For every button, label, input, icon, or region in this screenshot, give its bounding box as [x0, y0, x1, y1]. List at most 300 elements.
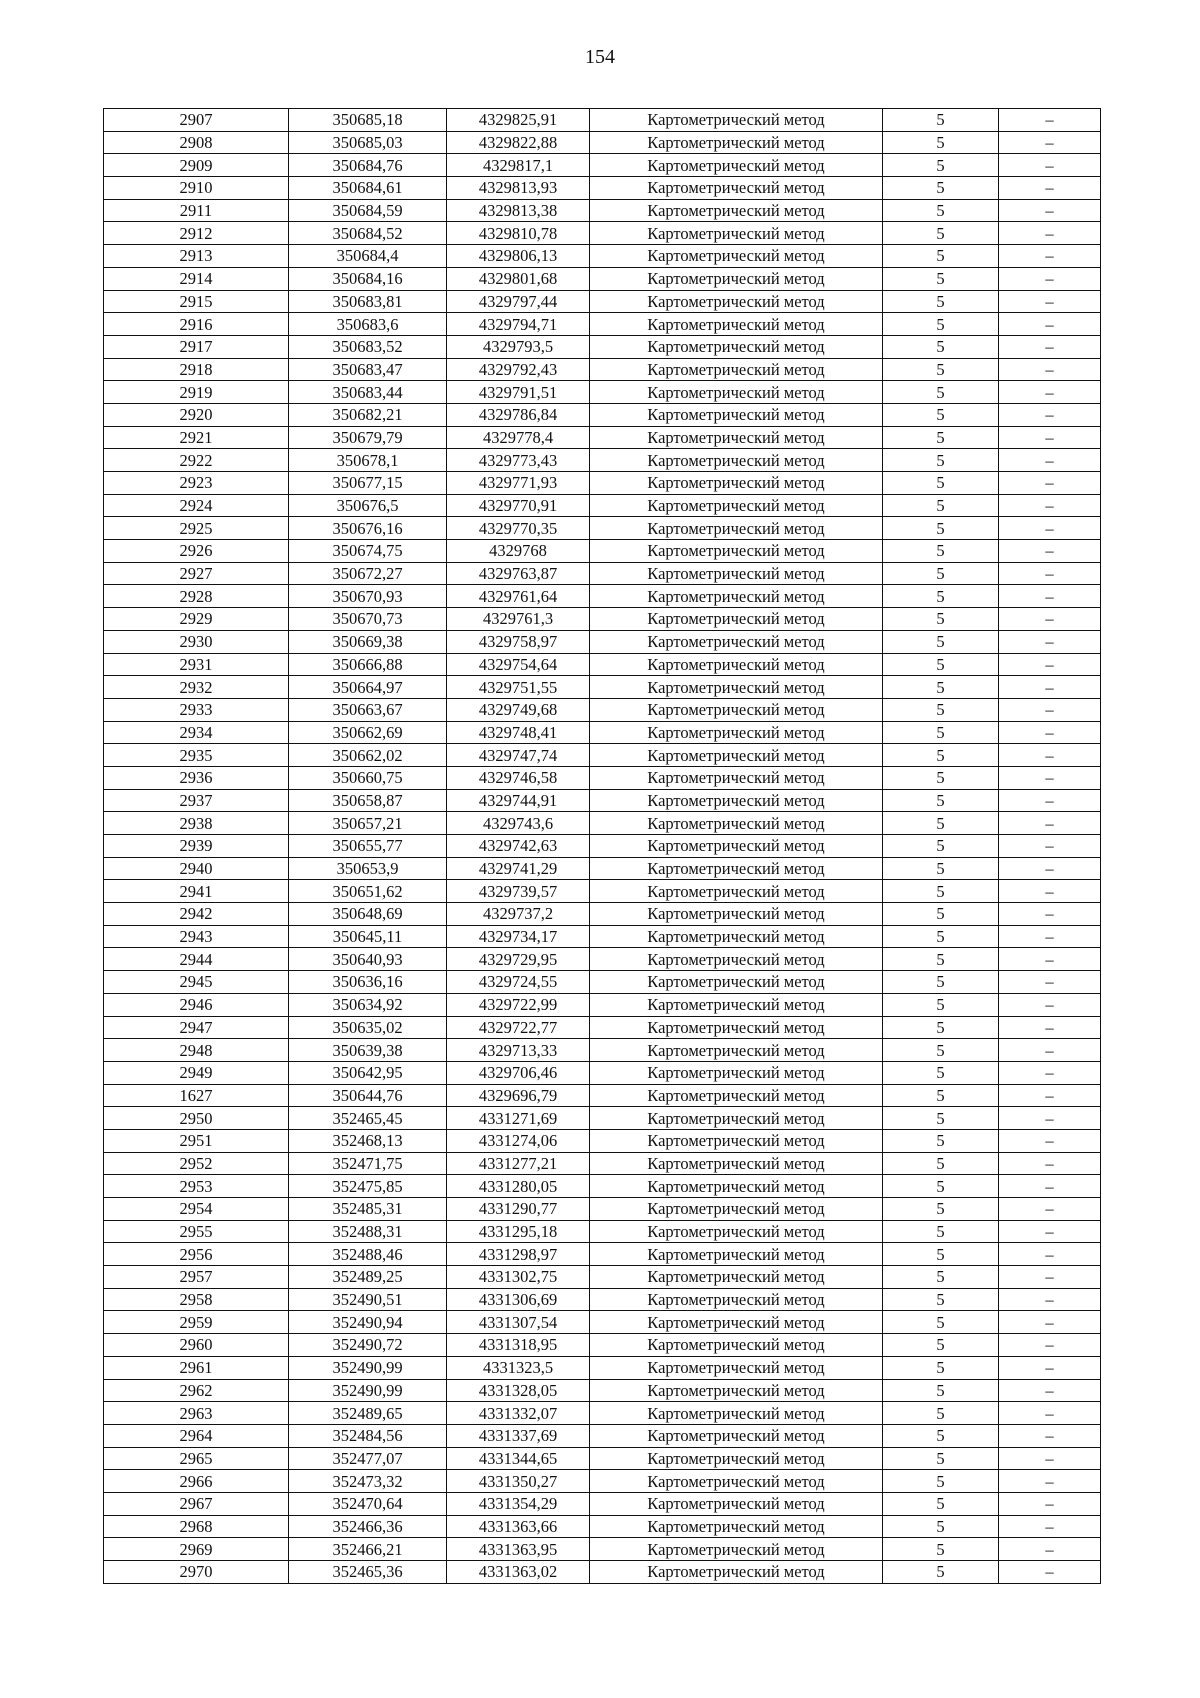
- x-coordinate-cell: 350662,02: [289, 744, 447, 767]
- note-cell: –: [999, 449, 1101, 472]
- point-number-cell: 2911: [104, 199, 289, 222]
- note-cell: –: [999, 267, 1101, 290]
- y-coordinate-cell: 4329801,68: [447, 267, 590, 290]
- note-cell: –: [999, 585, 1101, 608]
- x-coordinate-cell: 350664,97: [289, 676, 447, 699]
- x-coordinate-cell: 350670,93: [289, 585, 447, 608]
- method-cell: Картометрический метод: [590, 1084, 883, 1107]
- table-row: [104, 857, 1101, 880]
- y-coordinate-cell: 4329729,95: [447, 948, 590, 971]
- table-row: [104, 698, 1101, 721]
- table-row: [104, 267, 1101, 290]
- x-coordinate-cell: 350644,76: [289, 1084, 447, 1107]
- point-number-cell: 2949: [104, 1061, 289, 1084]
- accuracy-cell: 5: [883, 812, 999, 835]
- coordinates-table-body: [104, 109, 1101, 1584]
- method-cell: Картометрический метод: [590, 1129, 883, 1152]
- table-row: [104, 1266, 1101, 1289]
- accuracy-cell: 5: [883, 1152, 999, 1175]
- accuracy-cell: 5: [883, 1424, 999, 1447]
- table-row: [104, 1379, 1101, 1402]
- point-number-cell: 2954: [104, 1198, 289, 1221]
- accuracy-cell: 5: [883, 109, 999, 132]
- note-cell: –: [999, 789, 1101, 812]
- method-cell: Картометрический метод: [590, 1470, 883, 1493]
- table-row: [104, 245, 1101, 268]
- note-cell: –: [999, 1288, 1101, 1311]
- x-coordinate-cell: 352475,85: [289, 1175, 447, 1198]
- method-cell: Картометрический метод: [590, 993, 883, 1016]
- table-row: [104, 199, 1101, 222]
- y-coordinate-cell: 4329713,33: [447, 1039, 590, 1062]
- accuracy-cell: 5: [883, 562, 999, 585]
- method-cell: Картометрический метод: [590, 449, 883, 472]
- table-row: [104, 1424, 1101, 1447]
- accuracy-cell: 5: [883, 925, 999, 948]
- point-number-cell: 2917: [104, 335, 289, 358]
- y-coordinate-cell: 4329746,58: [447, 766, 590, 789]
- x-coordinate-cell: 352488,31: [289, 1220, 447, 1243]
- note-cell: –: [999, 971, 1101, 994]
- point-number-cell: 2918: [104, 358, 289, 381]
- y-coordinate-cell: 4329734,17: [447, 925, 590, 948]
- method-cell: Картометрический метод: [590, 494, 883, 517]
- point-number-cell: 2938: [104, 812, 289, 835]
- point-number-cell: 2929: [104, 608, 289, 631]
- table-row: [104, 358, 1101, 381]
- table-row: [104, 1515, 1101, 1538]
- accuracy-cell: 5: [883, 472, 999, 495]
- x-coordinate-cell: 352468,13: [289, 1129, 447, 1152]
- x-coordinate-cell: 350684,52: [289, 222, 447, 245]
- table-row: [104, 1129, 1101, 1152]
- method-cell: Картометрический метод: [590, 1356, 883, 1379]
- y-coordinate-cell: 4329797,44: [447, 290, 590, 313]
- point-number-cell: 2928: [104, 585, 289, 608]
- table-row: [104, 903, 1101, 926]
- y-coordinate-cell: 4329825,91: [447, 109, 590, 132]
- point-number-cell: 2934: [104, 721, 289, 744]
- accuracy-cell: 5: [883, 177, 999, 200]
- method-cell: Картометрический метод: [590, 426, 883, 449]
- note-cell: –: [999, 630, 1101, 653]
- table-row: [104, 449, 1101, 472]
- x-coordinate-cell: 350634,92: [289, 993, 447, 1016]
- table-row: [104, 1016, 1101, 1039]
- point-number-cell: 2939: [104, 835, 289, 858]
- point-number-cell: 2933: [104, 698, 289, 721]
- method-cell: Картометрический метод: [590, 971, 883, 994]
- y-coordinate-cell: 4331271,69: [447, 1107, 590, 1130]
- table-row: [104, 1152, 1101, 1175]
- table-row: [104, 948, 1101, 971]
- note-cell: –: [999, 1470, 1101, 1493]
- method-cell: Картометрический метод: [590, 698, 883, 721]
- x-coordinate-cell: 352490,51: [289, 1288, 447, 1311]
- y-coordinate-cell: 4329742,63: [447, 835, 590, 858]
- x-coordinate-cell: 350669,38: [289, 630, 447, 653]
- note-cell: –: [999, 426, 1101, 449]
- table-row: [104, 290, 1101, 313]
- coordinates-table: [103, 108, 1101, 1584]
- note-cell: –: [999, 109, 1101, 132]
- y-coordinate-cell: 4331344,65: [447, 1447, 590, 1470]
- note-cell: –: [999, 313, 1101, 336]
- note-cell: –: [999, 608, 1101, 631]
- table-row: [104, 1334, 1101, 1357]
- point-number-cell: 1627: [104, 1084, 289, 1107]
- table-row: [104, 1470, 1101, 1493]
- method-cell: Картометрический метод: [590, 222, 883, 245]
- table-row: [104, 1402, 1101, 1425]
- y-coordinate-cell: 4329749,68: [447, 698, 590, 721]
- note-cell: –: [999, 1334, 1101, 1357]
- point-number-cell: 2952: [104, 1152, 289, 1175]
- accuracy-cell: 5: [883, 903, 999, 926]
- point-number-cell: 2960: [104, 1334, 289, 1357]
- y-coordinate-cell: 4329761,64: [447, 585, 590, 608]
- y-coordinate-cell: 4329763,87: [447, 562, 590, 585]
- accuracy-cell: 5: [883, 1538, 999, 1561]
- x-coordinate-cell: 350655,77: [289, 835, 447, 858]
- x-coordinate-cell: 350666,88: [289, 653, 447, 676]
- method-cell: Картометрический метод: [590, 1107, 883, 1130]
- table-row: [104, 766, 1101, 789]
- note-cell: –: [999, 1538, 1101, 1561]
- method-cell: Картометрический метод: [590, 1039, 883, 1062]
- note-cell: –: [999, 1243, 1101, 1266]
- x-coordinate-cell: 352489,25: [289, 1266, 447, 1289]
- note-cell: –: [999, 1198, 1101, 1221]
- accuracy-cell: 5: [883, 585, 999, 608]
- x-coordinate-cell: 350684,76: [289, 154, 447, 177]
- point-number-cell: 2927: [104, 562, 289, 585]
- table-row: [104, 1220, 1101, 1243]
- accuracy-cell: 5: [883, 971, 999, 994]
- x-coordinate-cell: 350670,73: [289, 608, 447, 631]
- note-cell: –: [999, 562, 1101, 585]
- x-coordinate-cell: 350639,38: [289, 1039, 447, 1062]
- method-cell: Картометрический метод: [590, 1334, 883, 1357]
- table-row: [104, 1243, 1101, 1266]
- note-cell: –: [999, 880, 1101, 903]
- y-coordinate-cell: 4329747,74: [447, 744, 590, 767]
- note-cell: –: [999, 335, 1101, 358]
- table-row: [104, 1039, 1101, 1062]
- y-coordinate-cell: 4329786,84: [447, 403, 590, 426]
- note-cell: –: [999, 1266, 1101, 1289]
- note-cell: –: [999, 1424, 1101, 1447]
- point-number-cell: 2944: [104, 948, 289, 971]
- x-coordinate-cell: 350660,75: [289, 766, 447, 789]
- x-coordinate-cell: 352488,46: [289, 1243, 447, 1266]
- note-cell: –: [999, 1379, 1101, 1402]
- accuracy-cell: 5: [883, 245, 999, 268]
- y-coordinate-cell: 4331307,54: [447, 1311, 590, 1334]
- accuracy-cell: 5: [883, 1266, 999, 1289]
- x-coordinate-cell: 350684,4: [289, 245, 447, 268]
- note-cell: –: [999, 381, 1101, 404]
- point-number-cell: 2926: [104, 540, 289, 563]
- point-number-cell: 2950: [104, 1107, 289, 1130]
- x-coordinate-cell: 352485,31: [289, 1198, 447, 1221]
- table-row: [104, 472, 1101, 495]
- method-cell: Картометрический метод: [590, 313, 883, 336]
- note-cell: –: [999, 1311, 1101, 1334]
- table-row: [104, 1447, 1101, 1470]
- x-coordinate-cell: 350636,16: [289, 971, 447, 994]
- accuracy-cell: 5: [883, 993, 999, 1016]
- table-row: [104, 313, 1101, 336]
- table-row: [104, 1561, 1101, 1584]
- point-number-cell: 2916: [104, 313, 289, 336]
- point-number-cell: 2948: [104, 1039, 289, 1062]
- table-row: [104, 1288, 1101, 1311]
- point-number-cell: 2967: [104, 1492, 289, 1515]
- y-coordinate-cell: 4329810,78: [447, 222, 590, 245]
- method-cell: Картометрический метод: [590, 1266, 883, 1289]
- y-coordinate-cell: 4331306,69: [447, 1288, 590, 1311]
- note-cell: –: [999, 1561, 1101, 1584]
- y-coordinate-cell: 4331318,95: [447, 1334, 590, 1357]
- y-coordinate-cell: 4331332,07: [447, 1402, 590, 1425]
- method-cell: Картометрический метод: [590, 1561, 883, 1584]
- point-number-cell: 2925: [104, 517, 289, 540]
- point-number-cell: 2965: [104, 1447, 289, 1470]
- point-number-cell: 2951: [104, 1129, 289, 1152]
- y-coordinate-cell: 4329743,6: [447, 812, 590, 835]
- accuracy-cell: 5: [883, 789, 999, 812]
- accuracy-cell: 5: [883, 1220, 999, 1243]
- table-row: [104, 517, 1101, 540]
- x-coordinate-cell: 352465,45: [289, 1107, 447, 1130]
- accuracy-cell: 5: [883, 1107, 999, 1130]
- x-coordinate-cell: 350662,69: [289, 721, 447, 744]
- note-cell: –: [999, 903, 1101, 926]
- point-number-cell: 2955: [104, 1220, 289, 1243]
- method-cell: Картометрический метод: [590, 381, 883, 404]
- point-number-cell: 2961: [104, 1356, 289, 1379]
- method-cell: Картометрический метод: [590, 676, 883, 699]
- table-row: [104, 676, 1101, 699]
- y-coordinate-cell: 4329806,13: [447, 245, 590, 268]
- method-cell: Картометрический метод: [590, 948, 883, 971]
- method-cell: Картометрический метод: [590, 1220, 883, 1243]
- accuracy-cell: 5: [883, 403, 999, 426]
- table-row: [104, 335, 1101, 358]
- table-row: [104, 744, 1101, 767]
- point-number-cell: 2958: [104, 1288, 289, 1311]
- note-cell: –: [999, 1515, 1101, 1538]
- method-cell: Картометрический метод: [590, 1424, 883, 1447]
- method-cell: Картометрический метод: [590, 267, 883, 290]
- y-coordinate-cell: 4329754,64: [447, 653, 590, 676]
- x-coordinate-cell: 350685,18: [289, 109, 447, 132]
- note-cell: –: [999, 812, 1101, 835]
- method-cell: Картометрический метод: [590, 1152, 883, 1175]
- point-number-cell: 2940: [104, 857, 289, 880]
- x-coordinate-cell: 350679,79: [289, 426, 447, 449]
- x-coordinate-cell: 352490,99: [289, 1356, 447, 1379]
- table-row: [104, 1198, 1101, 1221]
- y-coordinate-cell: 4331363,02: [447, 1561, 590, 1584]
- x-coordinate-cell: 350676,16: [289, 517, 447, 540]
- y-coordinate-cell: 4331363,66: [447, 1515, 590, 1538]
- y-coordinate-cell: 4329770,35: [447, 517, 590, 540]
- table-row: [104, 789, 1101, 812]
- method-cell: Картометрический метод: [590, 721, 883, 744]
- x-coordinate-cell: 352466,36: [289, 1515, 447, 1538]
- table-row: [104, 381, 1101, 404]
- accuracy-cell: 5: [883, 653, 999, 676]
- point-number-cell: 2969: [104, 1538, 289, 1561]
- accuracy-cell: 5: [883, 1447, 999, 1470]
- point-number-cell: 2936: [104, 766, 289, 789]
- method-cell: Картометрический метод: [590, 1538, 883, 1561]
- method-cell: Картометрический метод: [590, 154, 883, 177]
- method-cell: Картометрический метод: [590, 358, 883, 381]
- accuracy-cell: 5: [883, 835, 999, 858]
- accuracy-cell: 5: [883, 1084, 999, 1107]
- y-coordinate-cell: 4329792,43: [447, 358, 590, 381]
- accuracy-cell: 5: [883, 1311, 999, 1334]
- table-row: [104, 630, 1101, 653]
- x-coordinate-cell: 350677,15: [289, 472, 447, 495]
- x-coordinate-cell: 350682,21: [289, 403, 447, 426]
- accuracy-cell: 5: [883, 1288, 999, 1311]
- method-cell: Картометрический метод: [590, 472, 883, 495]
- method-cell: Картометрический метод: [590, 1447, 883, 1470]
- x-coordinate-cell: 352490,94: [289, 1311, 447, 1334]
- method-cell: Картометрический метод: [590, 177, 883, 200]
- note-cell: –: [999, 1129, 1101, 1152]
- point-number-cell: 2945: [104, 971, 289, 994]
- note-cell: –: [999, 358, 1101, 381]
- y-coordinate-cell: 4331277,21: [447, 1152, 590, 1175]
- y-coordinate-cell: 4331328,05: [447, 1379, 590, 1402]
- accuracy-cell: 5: [883, 1492, 999, 1515]
- accuracy-cell: 5: [883, 1243, 999, 1266]
- table-row: [104, 812, 1101, 835]
- method-cell: Картометрический метод: [590, 562, 883, 585]
- note-cell: –: [999, 835, 1101, 858]
- point-number-cell: 2959: [104, 1311, 289, 1334]
- x-coordinate-cell: 350685,03: [289, 131, 447, 154]
- y-coordinate-cell: 4331354,29: [447, 1492, 590, 1515]
- accuracy-cell: 5: [883, 1356, 999, 1379]
- point-number-cell: 2953: [104, 1175, 289, 1198]
- note-cell: –: [999, 290, 1101, 313]
- x-coordinate-cell: 352490,72: [289, 1334, 447, 1357]
- x-coordinate-cell: 352484,56: [289, 1424, 447, 1447]
- x-coordinate-cell: 350657,21: [289, 812, 447, 835]
- table-row: [104, 1175, 1101, 1198]
- table-row: [104, 562, 1101, 585]
- note-cell: –: [999, 1220, 1101, 1243]
- table-row: [104, 585, 1101, 608]
- y-coordinate-cell: 4329817,1: [447, 154, 590, 177]
- accuracy-cell: 5: [883, 290, 999, 313]
- point-number-cell: 2935: [104, 744, 289, 767]
- y-coordinate-cell: 4331323,5: [447, 1356, 590, 1379]
- note-cell: –: [999, 925, 1101, 948]
- table-row: [104, 540, 1101, 563]
- point-number-cell: 2910: [104, 177, 289, 200]
- x-coordinate-cell: 350676,5: [289, 494, 447, 517]
- y-coordinate-cell: 4329770,91: [447, 494, 590, 517]
- method-cell: Картометрический метод: [590, 1061, 883, 1084]
- x-coordinate-cell: 350674,75: [289, 540, 447, 563]
- accuracy-cell: 5: [883, 199, 999, 222]
- note-cell: –: [999, 1084, 1101, 1107]
- point-number-cell: 2921: [104, 426, 289, 449]
- method-cell: Картометрический метод: [590, 608, 883, 631]
- point-number-cell: 2957: [104, 1266, 289, 1289]
- accuracy-cell: 5: [883, 131, 999, 154]
- accuracy-cell: 5: [883, 1515, 999, 1538]
- note-cell: –: [999, 199, 1101, 222]
- method-cell: Картометрический метод: [590, 109, 883, 132]
- point-number-cell: 2930: [104, 630, 289, 653]
- y-coordinate-cell: 4329748,41: [447, 721, 590, 744]
- accuracy-cell: 5: [883, 1061, 999, 1084]
- method-cell: Картометрический метод: [590, 335, 883, 358]
- table-row: [104, 403, 1101, 426]
- accuracy-cell: 5: [883, 1402, 999, 1425]
- method-cell: Картометрический метод: [590, 744, 883, 767]
- y-coordinate-cell: 4329822,88: [447, 131, 590, 154]
- accuracy-cell: 5: [883, 494, 999, 517]
- point-number-cell: 2907: [104, 109, 289, 132]
- y-coordinate-cell: 4331337,69: [447, 1424, 590, 1447]
- y-coordinate-cell: 4329813,38: [447, 199, 590, 222]
- y-coordinate-cell: 4329739,57: [447, 880, 590, 903]
- point-number-cell: 2932: [104, 676, 289, 699]
- table-row: [104, 222, 1101, 245]
- method-cell: Картометрический метод: [590, 630, 883, 653]
- accuracy-cell: 5: [883, 948, 999, 971]
- y-coordinate-cell: 4329737,2: [447, 903, 590, 926]
- table-row: [104, 608, 1101, 631]
- method-cell: Картометрический метод: [590, 789, 883, 812]
- table-row: [104, 131, 1101, 154]
- accuracy-cell: 5: [883, 1039, 999, 1062]
- note-cell: –: [999, 494, 1101, 517]
- x-coordinate-cell: 350640,93: [289, 948, 447, 971]
- method-cell: Картометрический метод: [590, 1243, 883, 1266]
- note-cell: –: [999, 993, 1101, 1016]
- point-number-cell: 2920: [104, 403, 289, 426]
- accuracy-cell: 5: [883, 1175, 999, 1198]
- accuracy-cell: 5: [883, 222, 999, 245]
- accuracy-cell: 5: [883, 880, 999, 903]
- x-coordinate-cell: 350683,52: [289, 335, 447, 358]
- point-number-cell: 2915: [104, 290, 289, 313]
- accuracy-cell: 5: [883, 1379, 999, 1402]
- y-coordinate-cell: 4329794,71: [447, 313, 590, 336]
- accuracy-cell: 5: [883, 676, 999, 699]
- accuracy-cell: 5: [883, 517, 999, 540]
- accuracy-cell: 5: [883, 744, 999, 767]
- note-cell: –: [999, 403, 1101, 426]
- method-cell: Картометрический метод: [590, 1175, 883, 1198]
- method-cell: Картометрический метод: [590, 1198, 883, 1221]
- accuracy-cell: 5: [883, 1198, 999, 1221]
- point-number-cell: 2964: [104, 1424, 289, 1447]
- x-coordinate-cell: 352490,99: [289, 1379, 447, 1402]
- point-number-cell: 2908: [104, 131, 289, 154]
- method-cell: Картометрический метод: [590, 1402, 883, 1425]
